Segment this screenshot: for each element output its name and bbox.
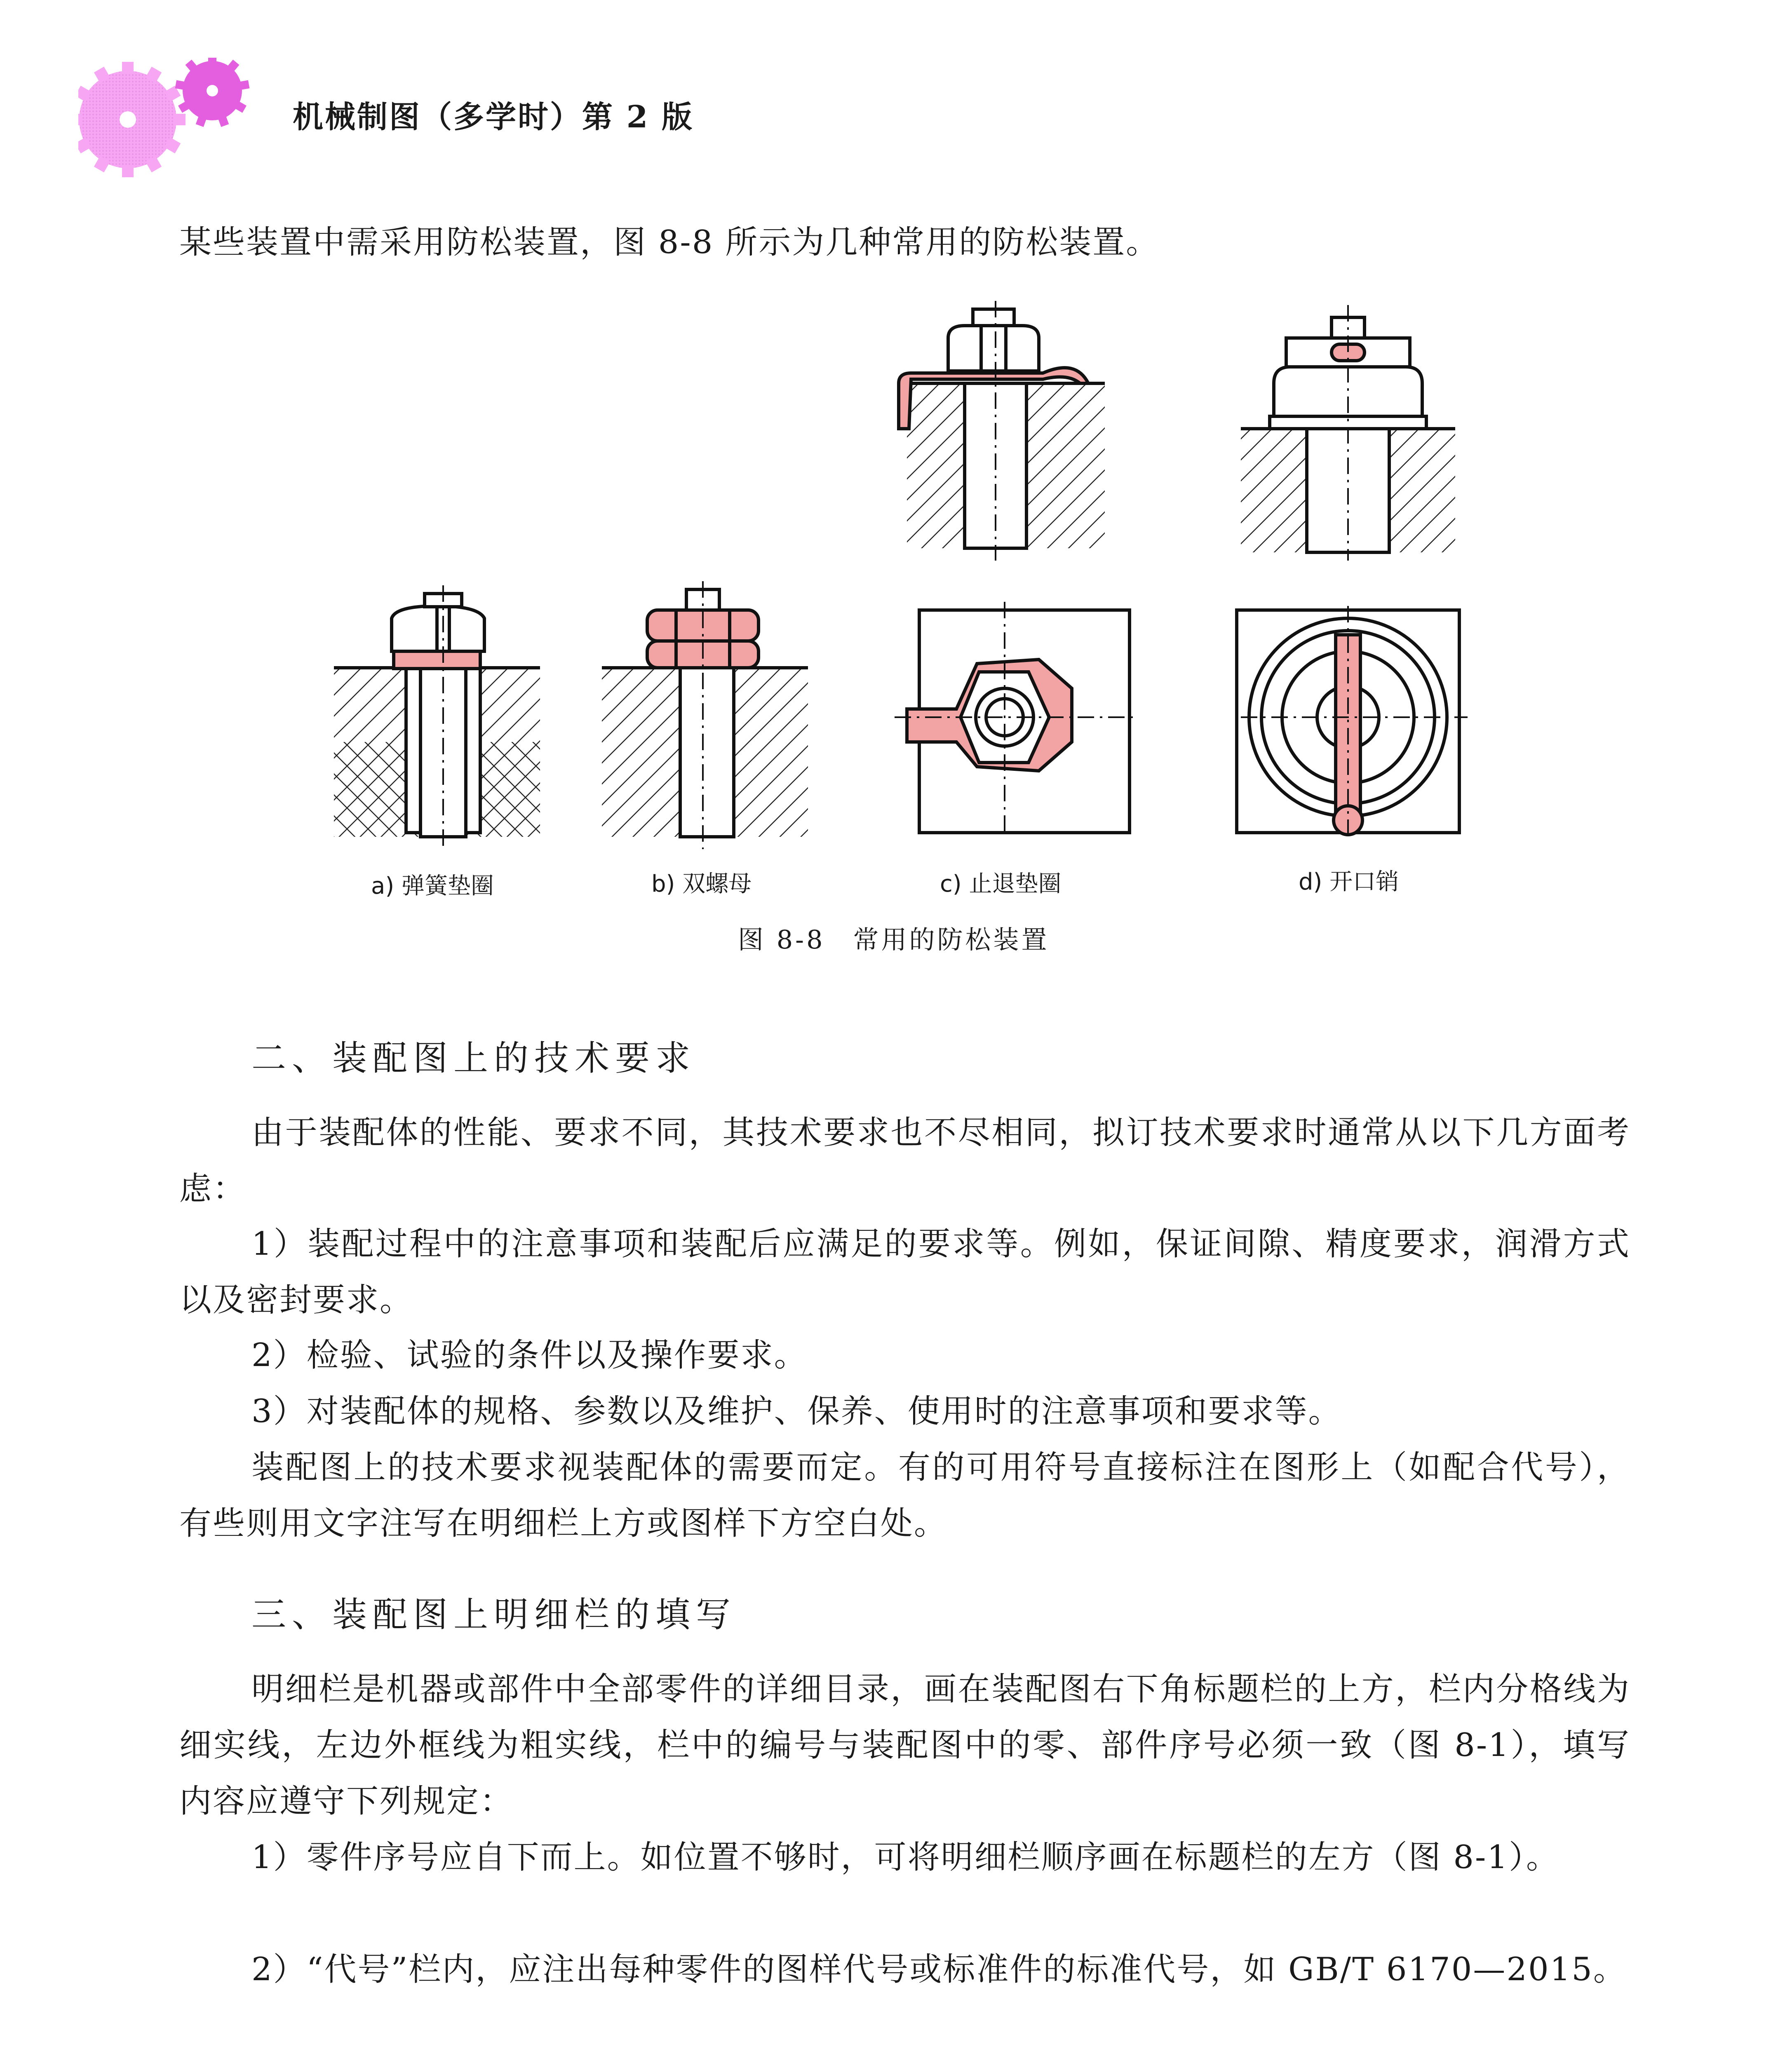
figure-drawing (0, 0, 1792, 989)
gear-logo-icon (78, 58, 264, 181)
cotter-pin-top-view-drawing (1237, 606, 1468, 837)
caption-spring-washer: a) 弹簧垫圈 (371, 873, 494, 899)
section-2-heading: 二、装配图上的技术要求 (251, 1038, 696, 1078)
section-3-paragraph: 1）零件序号应自下而上。如位置不够时，可将明细栏顺序画在标题栏的左方（图 8-1）。 (251, 1839, 1560, 1876)
section-2-paragraph: 装配图上的技术要求视装配体的需要而定。有的可用符号直接标注在图形上（如配合代号），有些则用文字注写在明细栏上方或图样下方空白处。 (179, 1449, 1630, 1542)
figure-caption: 图 8-8 常用的防松装置 (738, 925, 1050, 955)
section-3-heading: 三、装配图上明细栏的填写 (251, 1594, 737, 1635)
section-2-paragraph: 1）装配过程中的注意事项和装配后应满足的要求等。例如，保证间隙、精度要求，润滑方式以及密封要求。 (179, 1225, 1630, 1319)
caption-double-nut: b) 双螺母 (651, 871, 752, 897)
tab-washer-section-drawing (899, 301, 1105, 561)
caption-tab-washer: c) 止退垫圈 (940, 871, 1062, 897)
double-nut-drawing (602, 581, 808, 849)
spring-washer-drawing (334, 585, 540, 849)
section-2-paragraph: 3）对装配体的规格、参数以及维护、保养、使用时的注意事项和要求等。 (251, 1393, 1342, 1430)
section-2-paragraph: 2）检验、试验的条件以及操作要求。 (251, 1337, 808, 1374)
intro-paragraph: 某些装置中需采用防松装置，图 8-8 所示为几种常用的防松装置。 (179, 224, 1160, 261)
tab-washer-top-view-drawing (895, 602, 1138, 837)
section-2-paragraph: 由于装配体的性能、要求不同，其技术要求也不尽相同，拟订技术要求时通常从以下几方面考虑： (179, 1114, 1630, 1207)
cotter-pin-section-drawing (1241, 305, 1455, 561)
section-3-paragraph: 2）“代号”栏内，应注出每种零件的图样代号或标准件的标准代号，如 GB/T 6170—2015。 (251, 1951, 1627, 1988)
figure-8-8 (0, 0, 1792, 989)
caption-cotter-pin: d) 开口销 (1299, 869, 1399, 895)
header-title: 机械制图（多学时）第 2 版 (293, 99, 694, 135)
section-3-paragraph (179, 2054, 1630, 2061)
section-3-paragraph: 明细栏是机器或部件中全部零件的详细目录，画在装配图右下角标题栏的上方，栏内分格线为细实线，左边外框线为粗实线，栏中的编号与装配图中的零、部件序号必须一致（图 8-1），填写内容应遵守下列规定： (179, 1671, 1630, 1820)
